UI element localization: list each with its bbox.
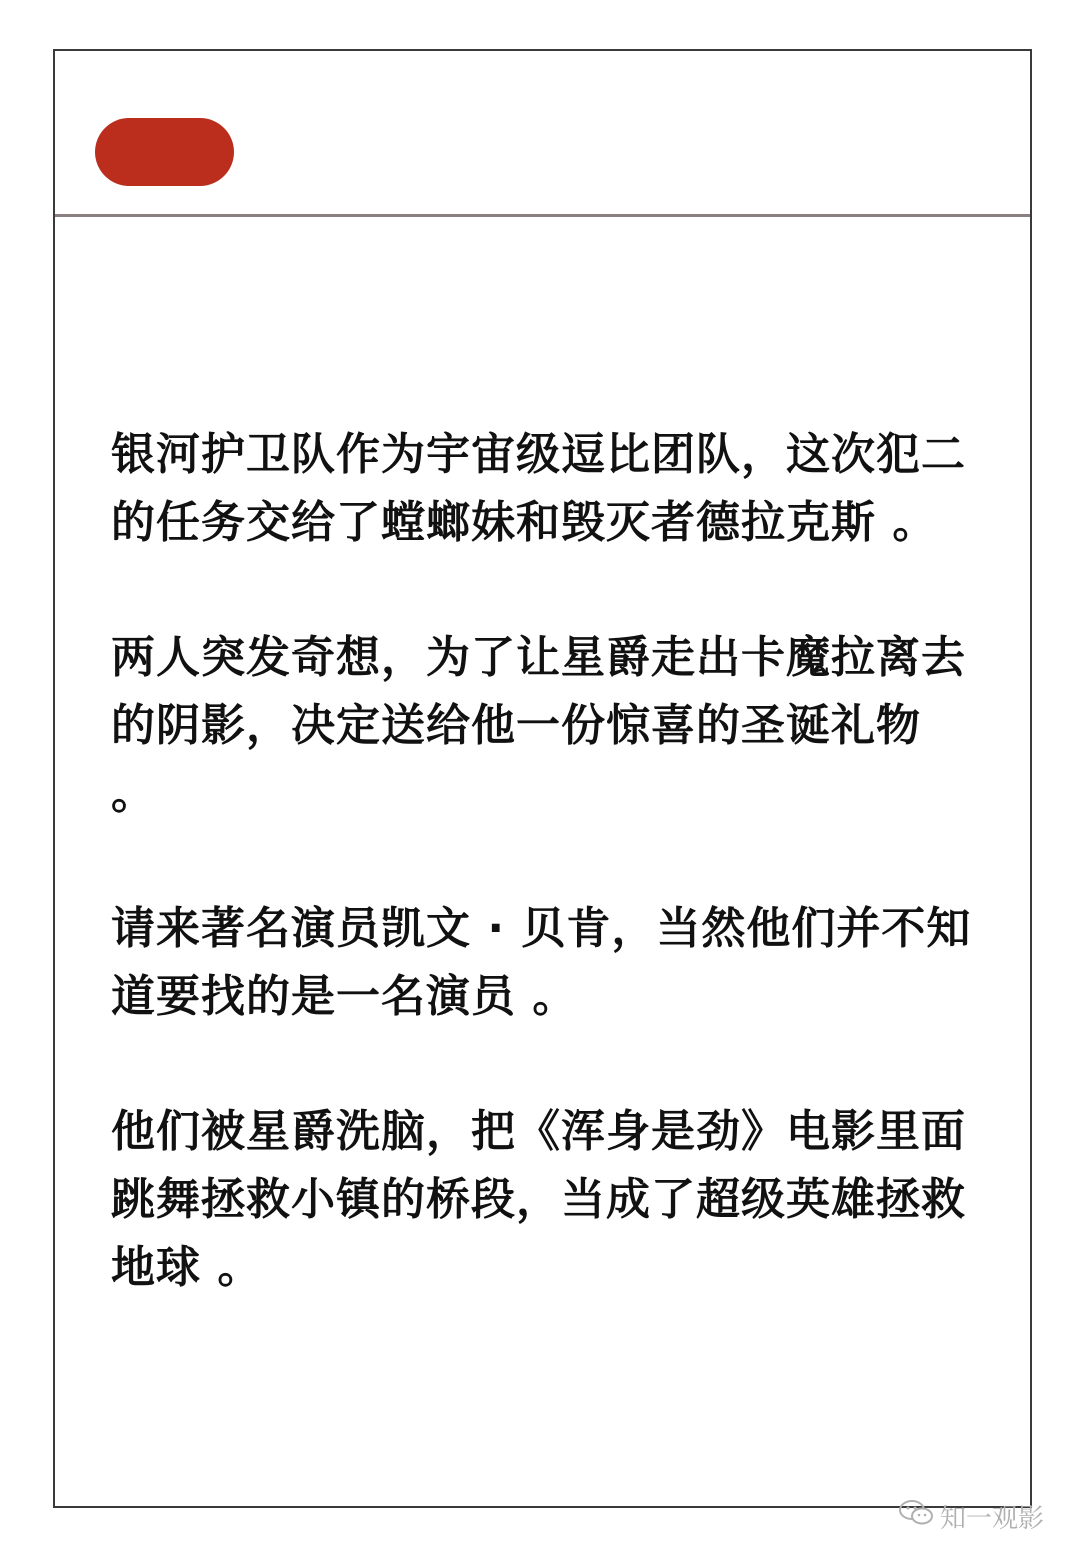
watermark-text: 知一观影 — [939, 1504, 1044, 1534]
article-body — [111, 421, 981, 1369]
decorative-pill — [95, 118, 234, 186]
paragraph-1: 银河护卫队作为宇宙级逗比团队，这次犯二的任务交给了螳螂妹和毁灭者德拉克斯 。 — [111, 429, 966, 548]
paragraph-3: 请来著名演员凯文 · 贝肯，当然他们并不知道要找的是一名演员 。 — [111, 903, 972, 1022]
article-card — [53, 49, 1032, 1508]
header-divider — [55, 214, 1030, 217]
watermark — [898, 1498, 1044, 1535]
paragraph-4: 他们被星爵洗脑，把《浑身是劲》电影里面跳舞拯救小镇的桥段，当成了超级英雄拯救地球 。 — [111, 1106, 966, 1293]
paragraph-2: 两人突发奇想，为了让星爵走出卡魔拉离去的阴影，决定送给他一份惊喜的圣诞礼物 。 — [111, 632, 966, 819]
wechat-icon — [898, 1498, 934, 1535]
